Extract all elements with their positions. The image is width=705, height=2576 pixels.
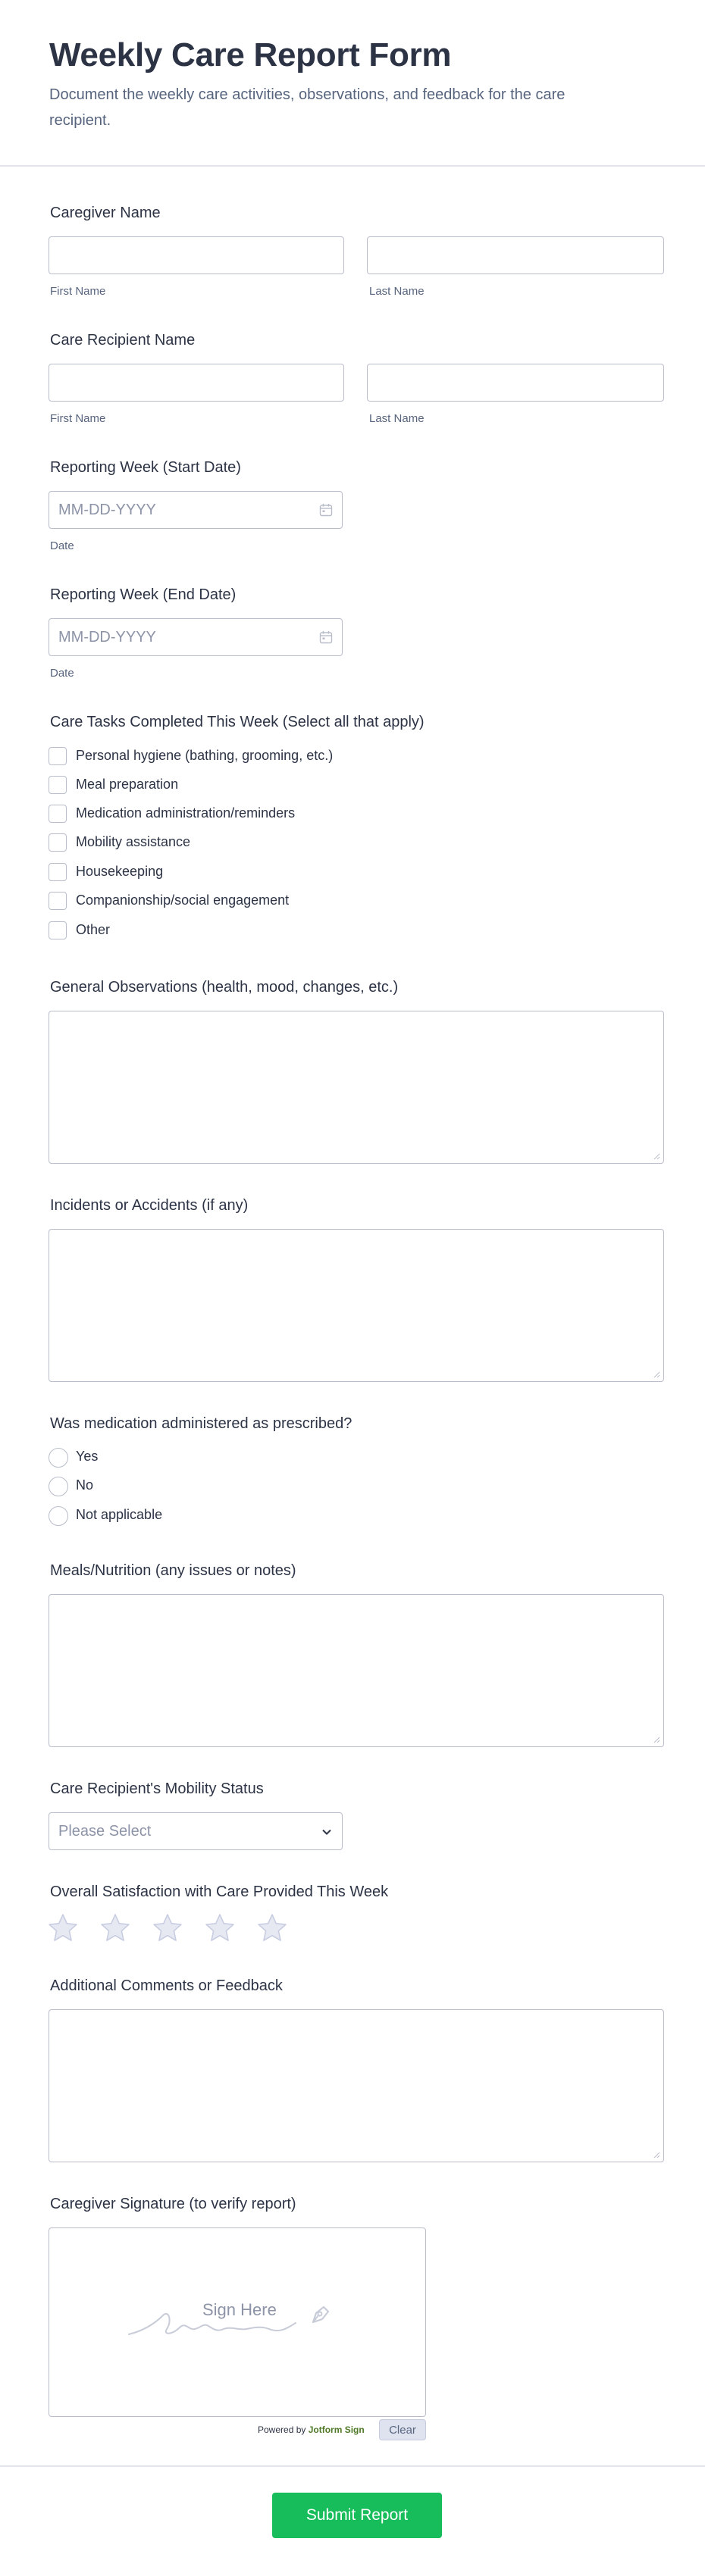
chevron-down-icon <box>321 1826 333 1838</box>
powered-by-prefix: Powered by <box>258 2424 306 2435</box>
caregiver-first-name-input[interactable] <box>49 236 344 274</box>
star-icon[interactable] <box>152 1912 183 1944</box>
end-date-label: Reporting Week (End Date) <box>50 586 237 603</box>
signature-placeholder: Sign Here <box>202 2300 277 2319</box>
mobility-select[interactable] <box>49 1812 343 1850</box>
signature-pad[interactable] <box>49 2227 426 2417</box>
form-description: Document the weekly care activities, observations, and feedback for the care recipient. <box>49 86 566 129</box>
recipient-last-name-input[interactable] <box>367 364 664 402</box>
meals-textarea[interactable] <box>49 1594 664 1747</box>
recipient-first-name-sublabel: First Name <box>50 412 106 425</box>
recipient-last-name-sublabel: Last Name <box>369 412 425 425</box>
checkbox[interactable] <box>49 921 67 939</box>
radio-button[interactable] <box>49 1477 68 1496</box>
checkbox[interactable] <box>49 805 67 823</box>
resize-handle-icon[interactable] <box>653 1152 660 1160</box>
comments-label: Additional Comments or Feedback <box>50 1977 283 1994</box>
recipient-first-name-input[interactable] <box>49 364 344 402</box>
mobility-select-value: Please Select <box>58 1823 152 1840</box>
radio-button[interactable] <box>49 1506 68 1526</box>
task-option-label: Medication administration/reminders <box>76 805 296 821</box>
end-date-input[interactable] <box>49 618 343 656</box>
medication-label: Was medication administered as prescribed? <box>50 1415 352 1432</box>
submit-button[interactable]: Submit Report <box>272 2493 442 2538</box>
caregiver-last-name-input[interactable] <box>367 236 664 274</box>
resize-handle-icon[interactable] <box>653 1736 660 1743</box>
start-date-sublabel: Date <box>50 539 74 552</box>
checkbox[interactable] <box>49 833 67 852</box>
calendar-icon[interactable] <box>319 630 333 644</box>
signature-label: Caregiver Signature (to verify report) <box>50 2196 296 2212</box>
caregiver-name-label: Caregiver Name <box>50 205 161 221</box>
task-option-label: Companionship/social engagement <box>76 893 290 908</box>
form-header <box>0 0 705 167</box>
star-icon[interactable] <box>99 1912 131 1944</box>
task-option-label: Personal hygiene (bathing, grooming, etc.) <box>76 748 334 763</box>
form-title: Weekly Care Report Form <box>49 36 452 73</box>
recipient-name-label: Care Recipient Name <box>50 332 196 349</box>
star-icon[interactable] <box>204 1912 236 1944</box>
task-option-label: Mobility assistance <box>76 834 191 849</box>
checkbox[interactable] <box>49 863 67 881</box>
resize-handle-icon[interactable] <box>653 1371 660 1378</box>
observations-label: General Observations (health, mood, changes, etc.) <box>50 979 399 996</box>
satisfaction-label: Overall Satisfaction with Care Provided This Week <box>50 1884 389 1900</box>
checkbox[interactable] <box>49 776 67 794</box>
powered-by-text <box>258 2424 365 2435</box>
start-date-input[interactable] <box>49 491 343 529</box>
checkbox[interactable] <box>49 892 67 910</box>
incidents-textarea[interactable] <box>49 1229 664 1382</box>
caregiver-first-name-sublabel: First Name <box>50 285 106 298</box>
resize-handle-icon[interactable] <box>653 2151 660 2159</box>
medication-option-label: No <box>76 1477 94 1493</box>
end-date-sublabel: Date <box>50 667 74 680</box>
care-tasks-label: Care Tasks Completed This Week (Select all that apply) <box>50 714 425 730</box>
incidents-label: Incidents or Accidents (if any) <box>50 1197 249 1214</box>
start-date-placeholder: MM-DD-YYYY <box>58 502 156 518</box>
caregiver-last-name-sublabel: Last Name <box>369 285 425 298</box>
jotform-sign-brand[interactable]: Jotform Sign <box>308 2424 365 2435</box>
medication-option-label: Yes <box>76 1449 99 1464</box>
checkbox[interactable] <box>49 747 67 765</box>
clear-signature-button[interactable]: Clear <box>379 2419 426 2440</box>
medication-option-label: Not applicable <box>76 1507 163 1522</box>
mobility-label: Care Recipient's Mobility Status <box>50 1780 264 1797</box>
calendar-icon[interactable] <box>319 503 333 517</box>
comments-textarea[interactable] <box>49 2009 664 2162</box>
star-icon[interactable] <box>47 1912 79 1944</box>
footer-divider <box>0 2465 705 2467</box>
end-date-placeholder: MM-DD-YYYY <box>58 629 156 646</box>
observations-textarea[interactable] <box>49 1011 664 1164</box>
meals-label: Meals/Nutrition (any issues or notes) <box>50 1562 296 1579</box>
task-option-label: Other <box>76 922 111 937</box>
pen-icon <box>307 2302 333 2328</box>
task-option-label: Housekeeping <box>76 864 164 879</box>
radio-button[interactable] <box>49 1448 68 1468</box>
start-date-label: Reporting Week (Start Date) <box>50 459 241 476</box>
task-option-label: Meal preparation <box>76 777 179 792</box>
star-icon[interactable] <box>256 1912 288 1944</box>
